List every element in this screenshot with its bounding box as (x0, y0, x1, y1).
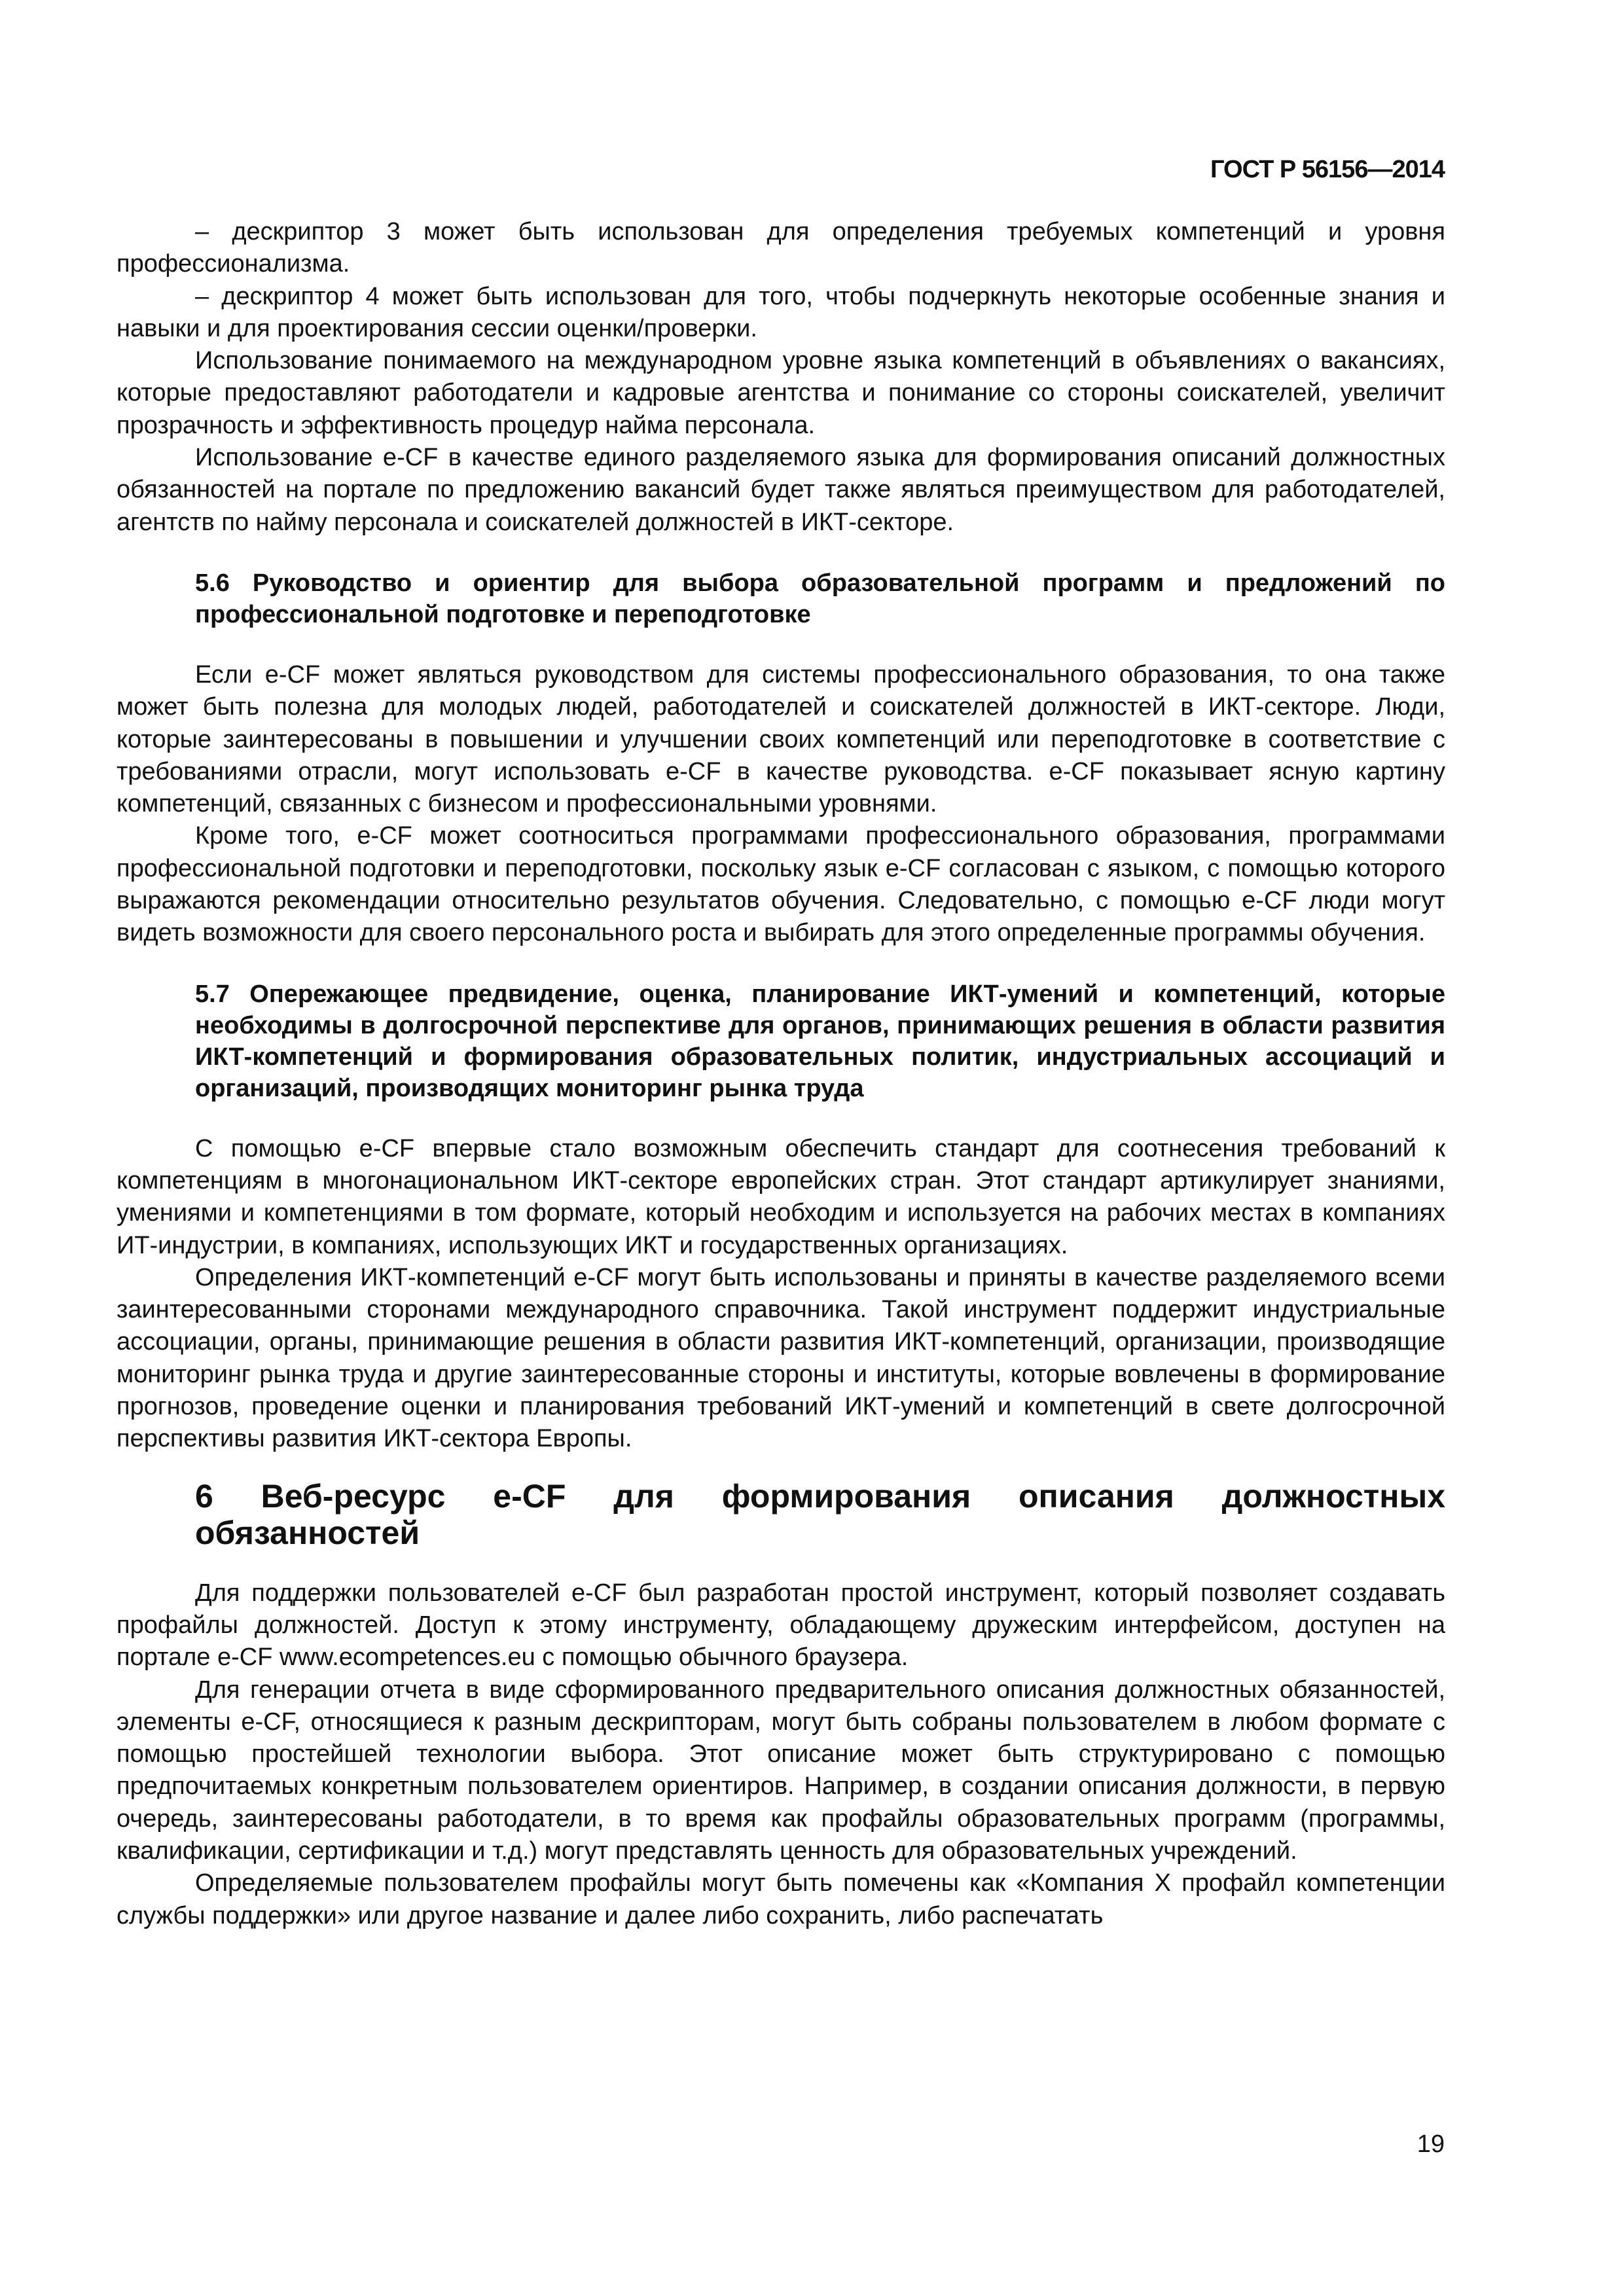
paragraph-competence-language: Использование понимаемого на международном уровне языка компетенций в объявлениях о вакансиях, которые предоставляют работодатели и кадровые агентства и понимание со стороны соискателей, увеличит прозрачность и эффективность процедур найма персонала. (117, 347, 1445, 439)
section-6-paragraph: Для поддержки пользователей e-CF был разработан простой инструмент, который позволяет создавать профайлы должностей. Доступ к этому инструменту, обладающему дружеским интерфейсом, доступен на портале e-CF www.ecompetences.eu с помощью обычного браузера. (117, 1579, 1445, 1672)
section-5-7-paragraph: С помощью e-CF впервые стало возможным обеспечить стандарт для соотнесения требований к компетенциям в многонациональном ИКТ-секторе европейских стран. Этот стандарт артикулирует знаниями, умениями и компетенциями в том формате, который необходим и используется на рабочих местах в компаниях ИТ-индустрии, в компаниях, использующих ИКТ и государственных организациях. (117, 1134, 1445, 1259)
section-5-6-heading: 5.6 Руководство и ориентир для выбора образовательной программ и предложений по профессиональной подготовке и переподготовке (195, 569, 1445, 628)
paragraph-descriptor-4: – дескриптор 4 может быть использован для того, чтобы подчеркнуть некоторые особенные знания и навыки и для проектирования сессии оценки/проверки. (117, 282, 1445, 342)
document-header: ГОСТ Р 56156—2014 (1210, 156, 1445, 183)
section-6-paragraph: Для генерации отчета в виде сформированного предварительного описания должностных обязанностей, элементы e-CF, относящиеся к разным дескрипторам, могут быть собраны пользователем в любом формате с помощью простейшей технологии выбора. Этот описание может быть структурировано с помощью предпочитаемых конкретным пользователем ориентиров. Например, в создании описания должности, в первую очередь, заинтересованы работодатели, в то время как профайлы образовательных программ (программы, квалификации, сертификации и т.д.) могут представлять ценность для образовательных учреждений. (117, 1676, 1445, 1865)
document-body (117, 216, 1445, 1932)
section-5-6-paragraph: Кроме того, e-CF может соотноситься программами профессионального образования, программами профессиональной подготовки и переподготовки, поскольку язык e-CF согласован с языком, с помощью которого выражаются рекомендации относительно результатов обучения. Следовательно, с помощью e-CF люди могут видеть возможности для своего персонального роста и выбирать для этого определенные программы обучения. (117, 822, 1445, 947)
section-5-6-paragraph: Если e-CF может являться руководством для системы профессионального образования, то она также может быть полезна для молодых людей, работодателей и соискателей должностей в ИКТ-секторе. Люди, которые заинтересованы в повышении и улучшении своих компетенций или переподготовке в соответствие с требованиями отрасли, могут использовать e-CF в качестве руководства. e-CF показывает ясную картину компетенций, связанных с бизнесом и профессиональными уровнями. (117, 660, 1445, 818)
section-6-paragraph: Определяемые пользователем профайлы могут быть помечены как «Компания X профайл компетенции службы поддержки» или другое название и далее либо сохранить, либо распечатать (117, 1869, 1445, 1929)
page-number: 19 (1416, 2130, 1445, 2158)
section-6-heading: 6 Веб-ресурс e-CF для формирования описания должностных обязанностей (195, 1477, 1445, 1551)
paragraph-ecf-shared-language: Использование e-CF в качестве единого разделяемого языка для формирования описаний должностных обязанностей на портале по предложению вакансий будет также являться преимуществом для работодателей, агентств по найму персонала и соискателей должностей в ИКТ-секторе. (117, 444, 1445, 536)
section-5-7-heading: 5.7 Опережающее предвидение, оценка, планирование ИКТ-умений и компетенций, которые необходимы в долгосрочной перспективе для органов, принимающих решения в области развития ИКТ-компетенций и формирования образовательных политик, индустриальных ассоциаций и организаций, производящих мониторинг рынка труда (195, 980, 1445, 1102)
paragraph-descriptor-3: – дескриптор 3 может быть использован для определения требуемых компетенций и уровня профессионализма. (117, 218, 1445, 278)
section-5-7-paragraph: Определения ИКТ-компетенций e-CF могут быть использованы и приняты в качестве разделяемого всеми заинтересованными сторонами международного справочника. Такой инструмент поддержит индустриальные ассоциации, органы, принимающие решения в области развития ИКТ-компетенций, организации, производящие мониторинг рынка труда и другие заинтересованные стороны и институты, которые вовлечены в формирование прогнозов, проведение оценки и планирования требований ИКТ-умений и компетенций в свете долгосрочной перспективы развития ИКТ-сектора Европы. (117, 1263, 1445, 1453)
